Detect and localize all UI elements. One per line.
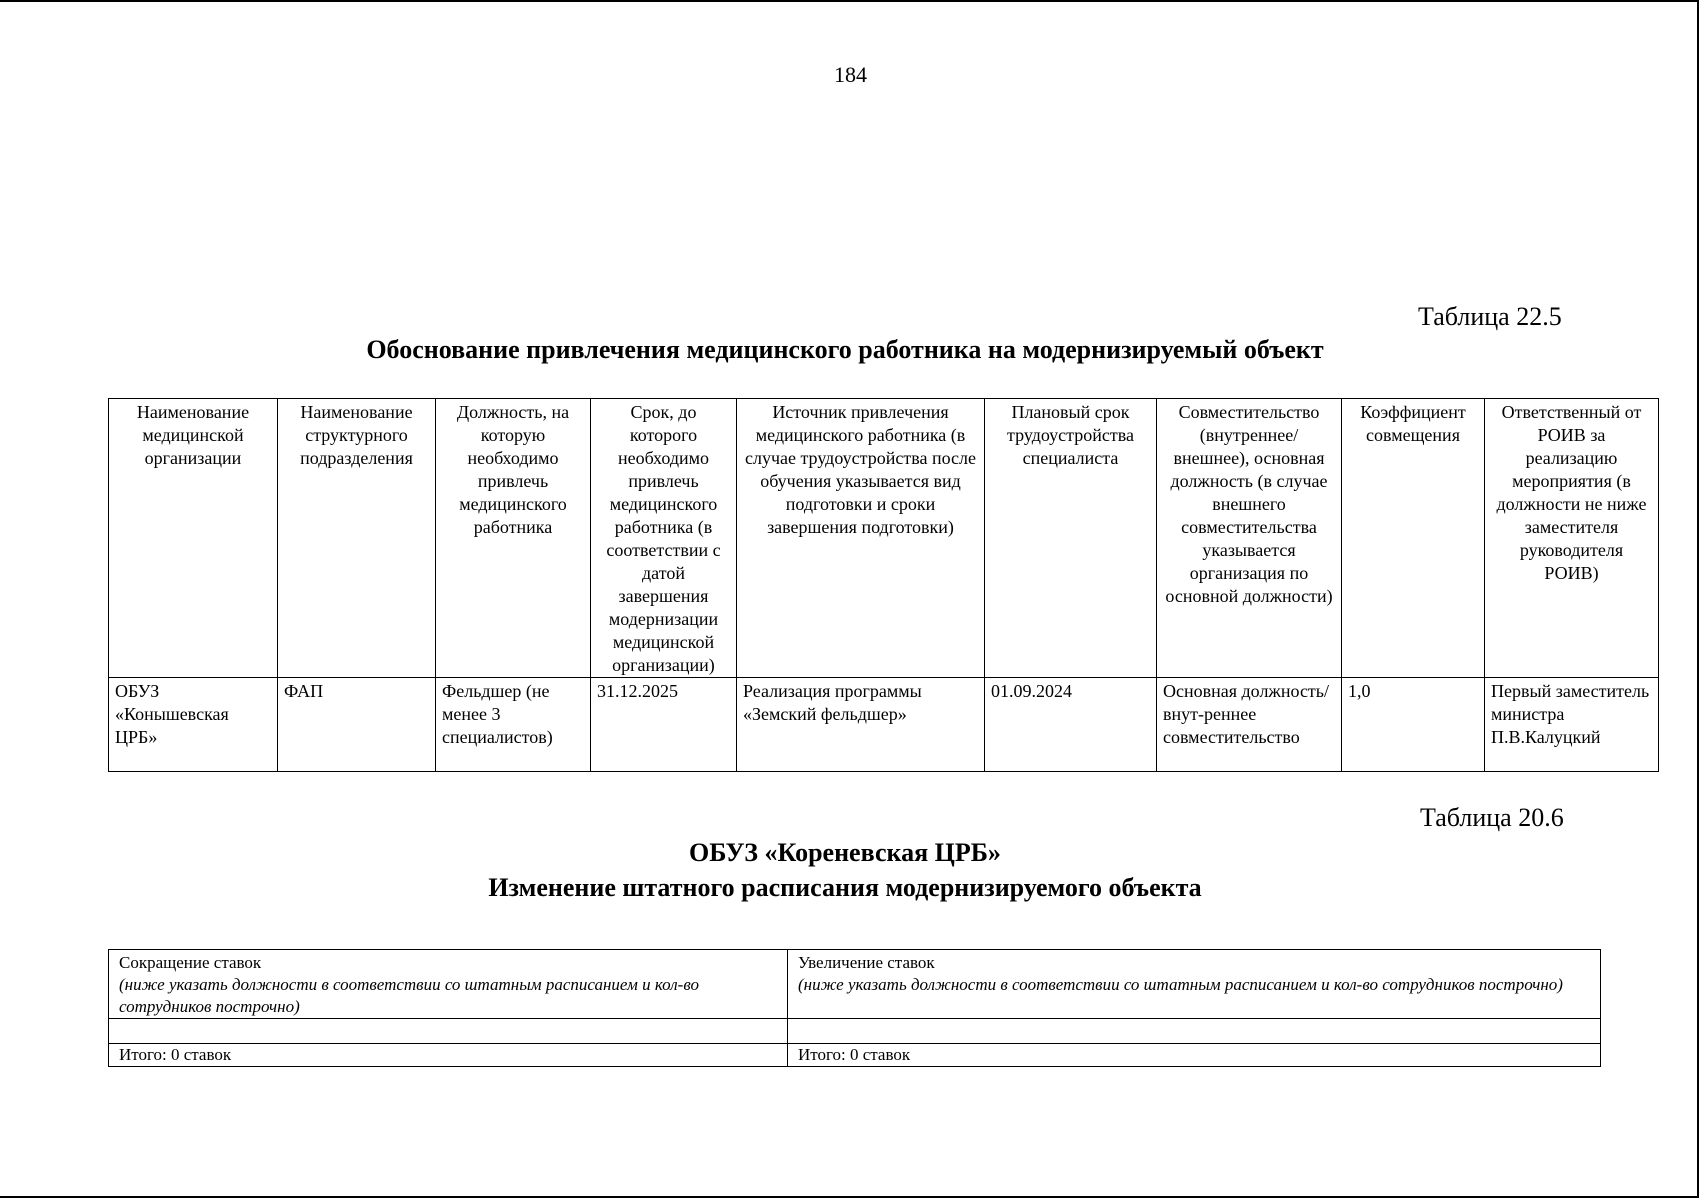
cell-subdivision: ФАП: [278, 678, 436, 772]
justification-table: [108, 398, 1659, 772]
reduction-header-cell: [109, 950, 788, 1019]
header-cell: Наименование структурного подразделения: [278, 399, 436, 678]
header-cell: Ответственный от РОИВ за реализацию мероприятия (в должности не ниже заместителя руководителя РОИВ): [1485, 399, 1659, 678]
header-cell: Плановый срок трудоустройства специалиста: [985, 399, 1157, 678]
cell-organization: ОБУЗ «Конышевская ЦРБ»: [109, 678, 278, 772]
increase-header-cell: [788, 950, 1601, 1019]
header-cell: Должность, на которую необходимо привлечь медицинского работника: [436, 399, 591, 678]
increase-note: (ниже указать должности в соответствии со штатным расписанием и кол-во сотрудников построчно): [798, 975, 1563, 994]
reduction-total: Итого: 0 ставок: [109, 1044, 788, 1067]
cell-combination: Основная должность/внут-реннее совместительство: [1157, 678, 1342, 772]
increase-total: Итого: 0 ставок: [788, 1044, 1601, 1067]
header-cell: Совместительство (внутреннее/внешнее), основная должность (в случае внешнего совместительства указывается организация по основной должности): [1157, 399, 1342, 678]
table-row: [109, 678, 1659, 772]
organization-title: ОБУЗ «Кореневская ЦРБ»: [689, 838, 1001, 867]
empty-cell: [788, 1019, 1601, 1044]
increase-header: Увеличение ставок: [798, 953, 935, 972]
staffing-header-row: [109, 950, 1601, 1019]
reduction-header: Сокращение ставок: [119, 953, 262, 972]
table-title-justification: Обоснование привлечения медицинского работника на модернизируемый объект: [366, 335, 1324, 364]
page-number: 184: [834, 62, 867, 87]
table-title-staffing: Изменение штатного расписания модернизируемого объекта: [488, 873, 1202, 902]
header-cell: Коэффициент совмещения: [1342, 399, 1485, 678]
cell-coefficient: 1,0: [1342, 678, 1485, 772]
cell-source: Реализация программы «Земский фельдшер»: [737, 678, 985, 772]
header-cell: Источник привлечения медицинского работника (в случае трудоустройства после обучения указывается вид подготовки и сроки завершения подготовки): [737, 399, 985, 678]
cell-responsible: Первый заместитель министра П.В.Калуцкий: [1485, 678, 1659, 772]
reduction-note: (ниже указать должности в соответствии со штатным расписанием и кол-во сотрудников построчно): [119, 975, 699, 1016]
cell-position: Фельдшер (не менее 3 специалистов): [436, 678, 591, 772]
header-cell: Наименование медицинской организации: [109, 399, 278, 678]
staffing-change-table: [108, 949, 1601, 1067]
empty-cell: [109, 1019, 788, 1044]
table-header-row: [109, 399, 1659, 678]
table-caption-22-5: Таблица 22.5: [1418, 302, 1562, 331]
staffing-empty-row: [109, 1019, 1601, 1044]
header-cell: Срок, до которого необходимо привлечь медицинского работника (в соответствии с датой завершения модернизации медицинской организации): [591, 399, 737, 678]
cell-deadline: 31.12.2025: [591, 678, 737, 772]
staffing-total-row: [109, 1044, 1601, 1067]
cell-planned-date: 01.09.2024: [985, 678, 1157, 772]
table-caption-20-6: Таблица 20.6: [1420, 803, 1564, 832]
